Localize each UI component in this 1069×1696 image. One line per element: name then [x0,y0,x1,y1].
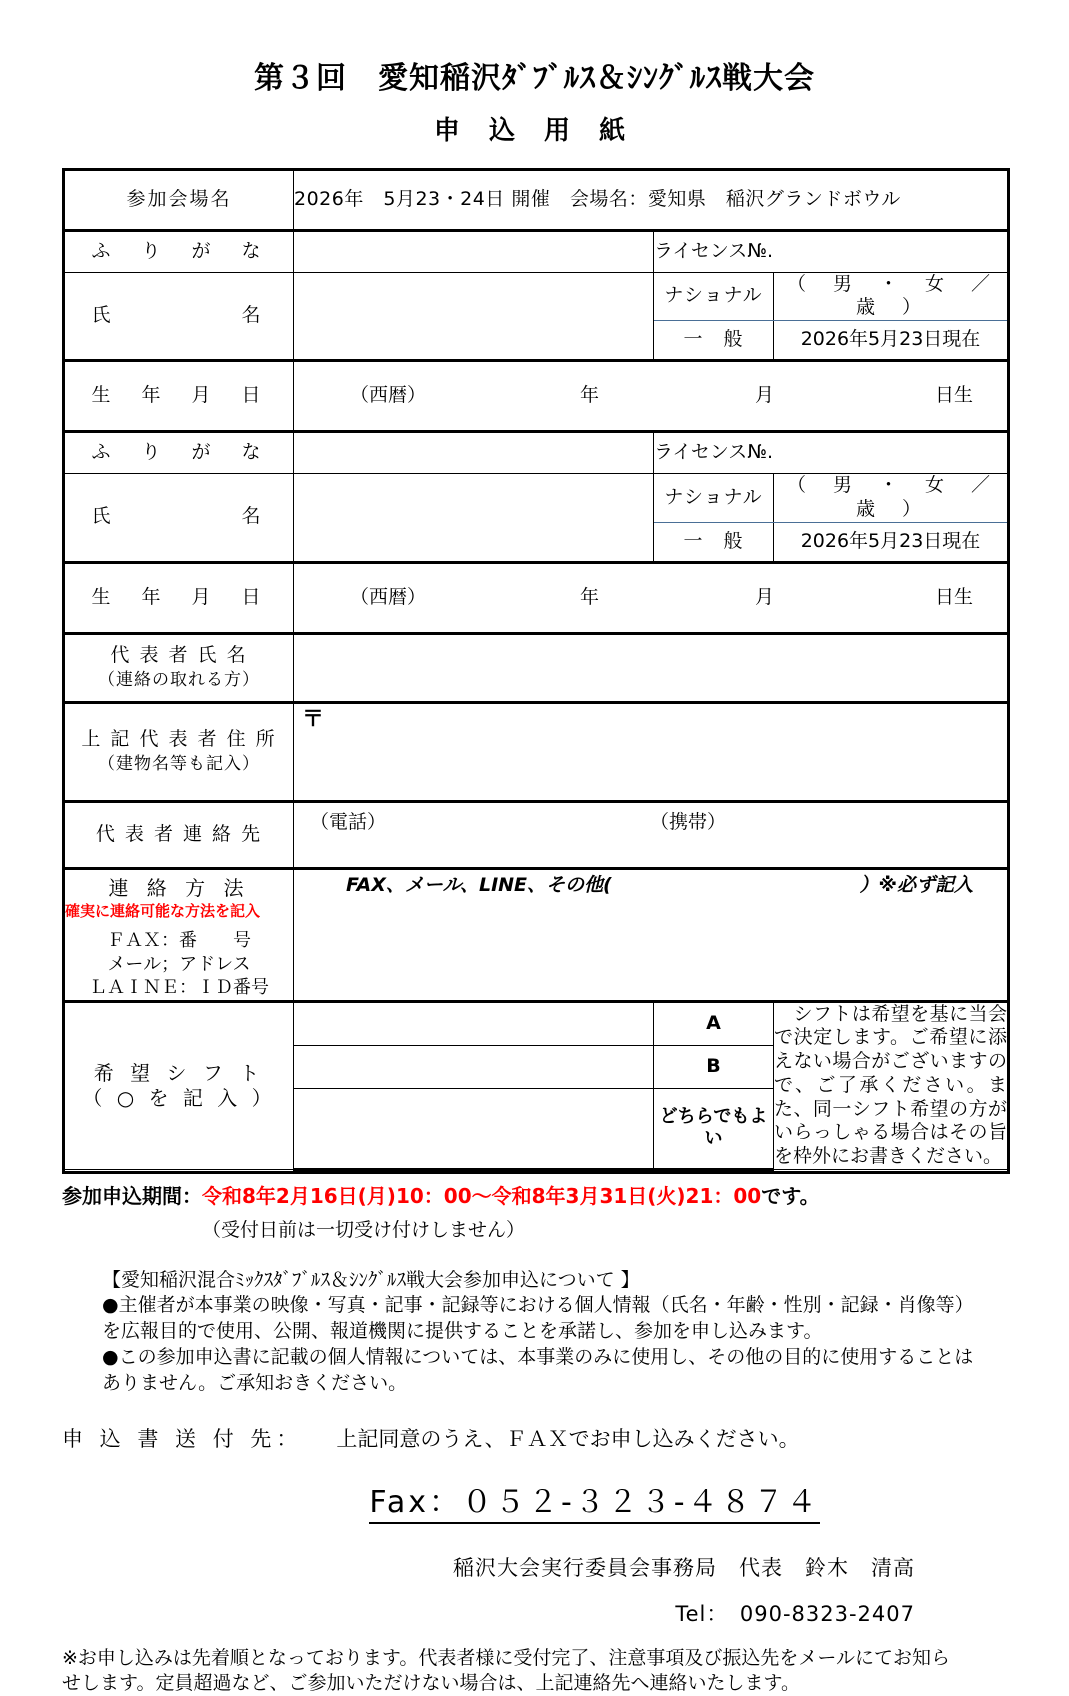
form-table-wrapper [62,168,1064,1174]
office-contact: 稲沢大会実行委員会事務局 代表 鈴木 清高 [453,1556,915,1581]
contact-method-input[interactable] [294,868,1009,1001]
mobile-label: （携帯） [650,810,727,833]
furigana-input-1[interactable] [294,230,654,272]
rep-name-label [64,633,294,702]
name-input-1[interactable] [294,272,654,361]
rep-name-sublabel: （連絡の取れる方） [98,669,260,690]
dob-day-2: 日生 [935,585,974,608]
dob-month-1: 月 [755,384,775,407]
footnote-block [62,1646,1007,1696]
dob-year-1: 年 [580,384,600,407]
rep-name-label-main: 代 表 者 氏 名 [110,644,248,667]
contact-method-prefix: FAX、メール、LINE、その他( [346,873,612,896]
national-label-1: ナショナル [654,272,774,321]
dob-year-2: 年 [580,585,600,608]
national-label-2: ナショナル [654,474,774,523]
consent-line-2: を広報目的で使用、公開、報道機関に提供することを承諾し、参加を申し込みます。 [102,1320,823,1343]
table-row-rep-name [64,633,1009,702]
fax-number: Fax：０５２‐３２３‐４８７４ [369,1477,819,1524]
contact-method-label-red: 確実に連絡可能な方法を記入 [65,901,261,920]
submission-body: 上記同意のうえ、ＦＡＸでお申し込みください。 [336,1427,800,1452]
venue-label: 参加会場名 [64,169,294,230]
spacer-cell-3 [774,1169,1009,1172]
dob-seireki-1: （西暦） [350,384,427,407]
shift-mark-a[interactable] [294,1001,654,1045]
shift-mark-either[interactable] [294,1088,654,1169]
name-input-2[interactable] [294,474,654,563]
as-of-date-2: 2026年5月23日現在 [774,522,1009,562]
contact-hint-mail: メール；アドレス [107,953,251,975]
consent-heading: 【愛知稲沢混合ﾐｯｸｽﾀﾞﾌﾞﾙｽ＆ｼﾝｸﾞﾙｽ戦大会参加申込について 】 [102,1268,640,1291]
name-label-2: 氏 名 [64,474,294,563]
dob-label-2: 生 年 月 日 [64,562,294,633]
office-tel: Tel： 090-8323-2407 [675,1602,915,1627]
venue-value: 2026年 5月23・24日 開催 会場名：愛知県 稲沢グランドボウル [294,169,1009,230]
gender-age-field-2[interactable]: （ 男 ・ 女 ／ 歳 ） [774,474,1009,523]
dob-day-1: 日生 [935,384,974,407]
general-label-2: 一 般 [654,522,774,562]
consent-line-3: ●この参加申込書に記載の個人情報については、本事業のみに使用し、その他の目的に使用することは [102,1345,974,1368]
contact-method-label [64,868,294,1001]
shift-label-main: 希 望 シ フ ト [93,1060,265,1085]
consent-line-1: ●主催者が本事業の映像・写真・記事・記録等における個人情報（氏名・年齢・性別・記録・肖像等） [102,1294,974,1317]
furigana-label-2: ふ り が な [64,432,294,474]
as-of-date-1: 2026年5月23日現在 [774,321,1009,361]
shift-label-bottom-edge [64,1169,294,1172]
table-row-name-2 [64,474,1009,523]
table-row-venue [64,169,1009,230]
application-period-dates: 令和8年2月16日(月)10：00～令和8年3月31日(火)21：00 [202,1183,762,1208]
rep-address-sublabel: （建物名等も記入） [98,753,260,774]
shift-mark-b[interactable] [294,1045,654,1088]
spacer-cell-2 [654,1169,774,1172]
rep-address-input[interactable] [294,702,1009,801]
gender-age-field-1[interactable]: （ 男 ・ 女 ／ 歳 ） [774,272,1009,321]
table-row-rep-contact [64,801,1009,868]
dob-fields-1[interactable] [294,361,1009,432]
table-row-furigana-1 [64,230,1009,272]
footnote-line-1: ※お申し込みは先着順となっております。代表者様に受付完了、注意事項及び振込先をメールにてお知ら [62,1647,951,1670]
application-period-note: （受付日前は一切受け付けしません） [202,1218,526,1241]
license-label-1[interactable]: ライセンス№. [654,230,1009,272]
shift-option-either[interactable]: どちらでもよい [654,1088,774,1169]
rep-contact-fields[interactable] [294,801,1009,868]
contact-method-suffix: ）※必ず記入 [859,873,974,896]
phone-label: （電話） [310,810,387,833]
table-row-rep-address [64,702,1009,801]
contact-method-label-main: 連 絡 方 法 [108,875,250,900]
rep-address-label [64,702,294,801]
table-row-shift-a [64,1001,1009,1045]
shift-option-b[interactable]: B [654,1045,774,1088]
consent-block [62,1268,1007,1395]
dob-seireki-2: （西暦） [350,585,427,608]
footnote-line-2: せします。定員超過など、ご参加いただけない場合は、上記連絡先へ連絡いたします。 [62,1672,800,1695]
application-period-prefix: 参加申込期間： [62,1183,202,1208]
table-row-name-1 [64,272,1009,321]
application-period-suffix: です。 [761,1183,820,1208]
table-row-contact-method [64,868,1009,1001]
application-period [62,1180,1007,1209]
rep-name-input[interactable] [294,633,1009,702]
notes-section [62,1180,1007,1628]
furigana-label-1: ふ り が な [64,230,294,272]
dob-fields-2[interactable] [294,562,1009,633]
rep-address-label-main: 上 記 代 表 者 住 所 [81,728,277,751]
shift-option-a[interactable]: A [654,1001,774,1045]
license-label-2[interactable]: ライセンス№. [654,432,1009,474]
contact-hint-line: ＬＡＩＮＥ：ＩＤ番号 [89,977,269,999]
general-label-1: 一 般 [654,321,774,361]
submission-label: 申 込 書 送 付 先： [62,1427,303,1452]
name-label-1: 氏 名 [64,272,294,361]
page-subtitle: 申 込 用 紙 [433,116,636,146]
furigana-input-2[interactable] [294,432,654,474]
submission-instruction [62,1423,1007,1453]
page-title: 第３回 愛知稲沢ﾀﾞﾌﾞﾙｽ＆ｼﾝｸﾞﾙｽ戦大会 [254,61,815,96]
application-form-table [62,168,1064,1174]
dob-label-1: 生 年 月 日 [64,361,294,432]
rep-contact-label: 代 表 者 連 絡 先 [64,801,294,868]
shift-label [64,1001,294,1169]
table-row-dob-1 [64,361,1009,432]
application-form-page [0,61,1069,1695]
consent-line-4: ありません。ご承知おきください。 [102,1371,408,1394]
shift-sublabel: （ ○ を 記 入 ） [82,1085,276,1110]
contact-hint-fax: ＦＡＸ：番 号 [107,930,251,952]
spacer-cell-1 [294,1169,654,1172]
dob-month-2: 月 [755,585,775,608]
shift-note: シフトは希望を基に当会で決定します。ご希望に添えない場合がございますので、ご了承ください。また、同一シフト希望の方がいらっしゃる場合はその旨を枠外にお書きください。 [774,1001,1009,1169]
fax-number-wrapper [62,1477,1007,1524]
table-row-furigana-2 [64,432,1009,474]
table-row-dob-2 [64,562,1009,633]
postal-mark-icon: 〒 [302,706,325,732]
